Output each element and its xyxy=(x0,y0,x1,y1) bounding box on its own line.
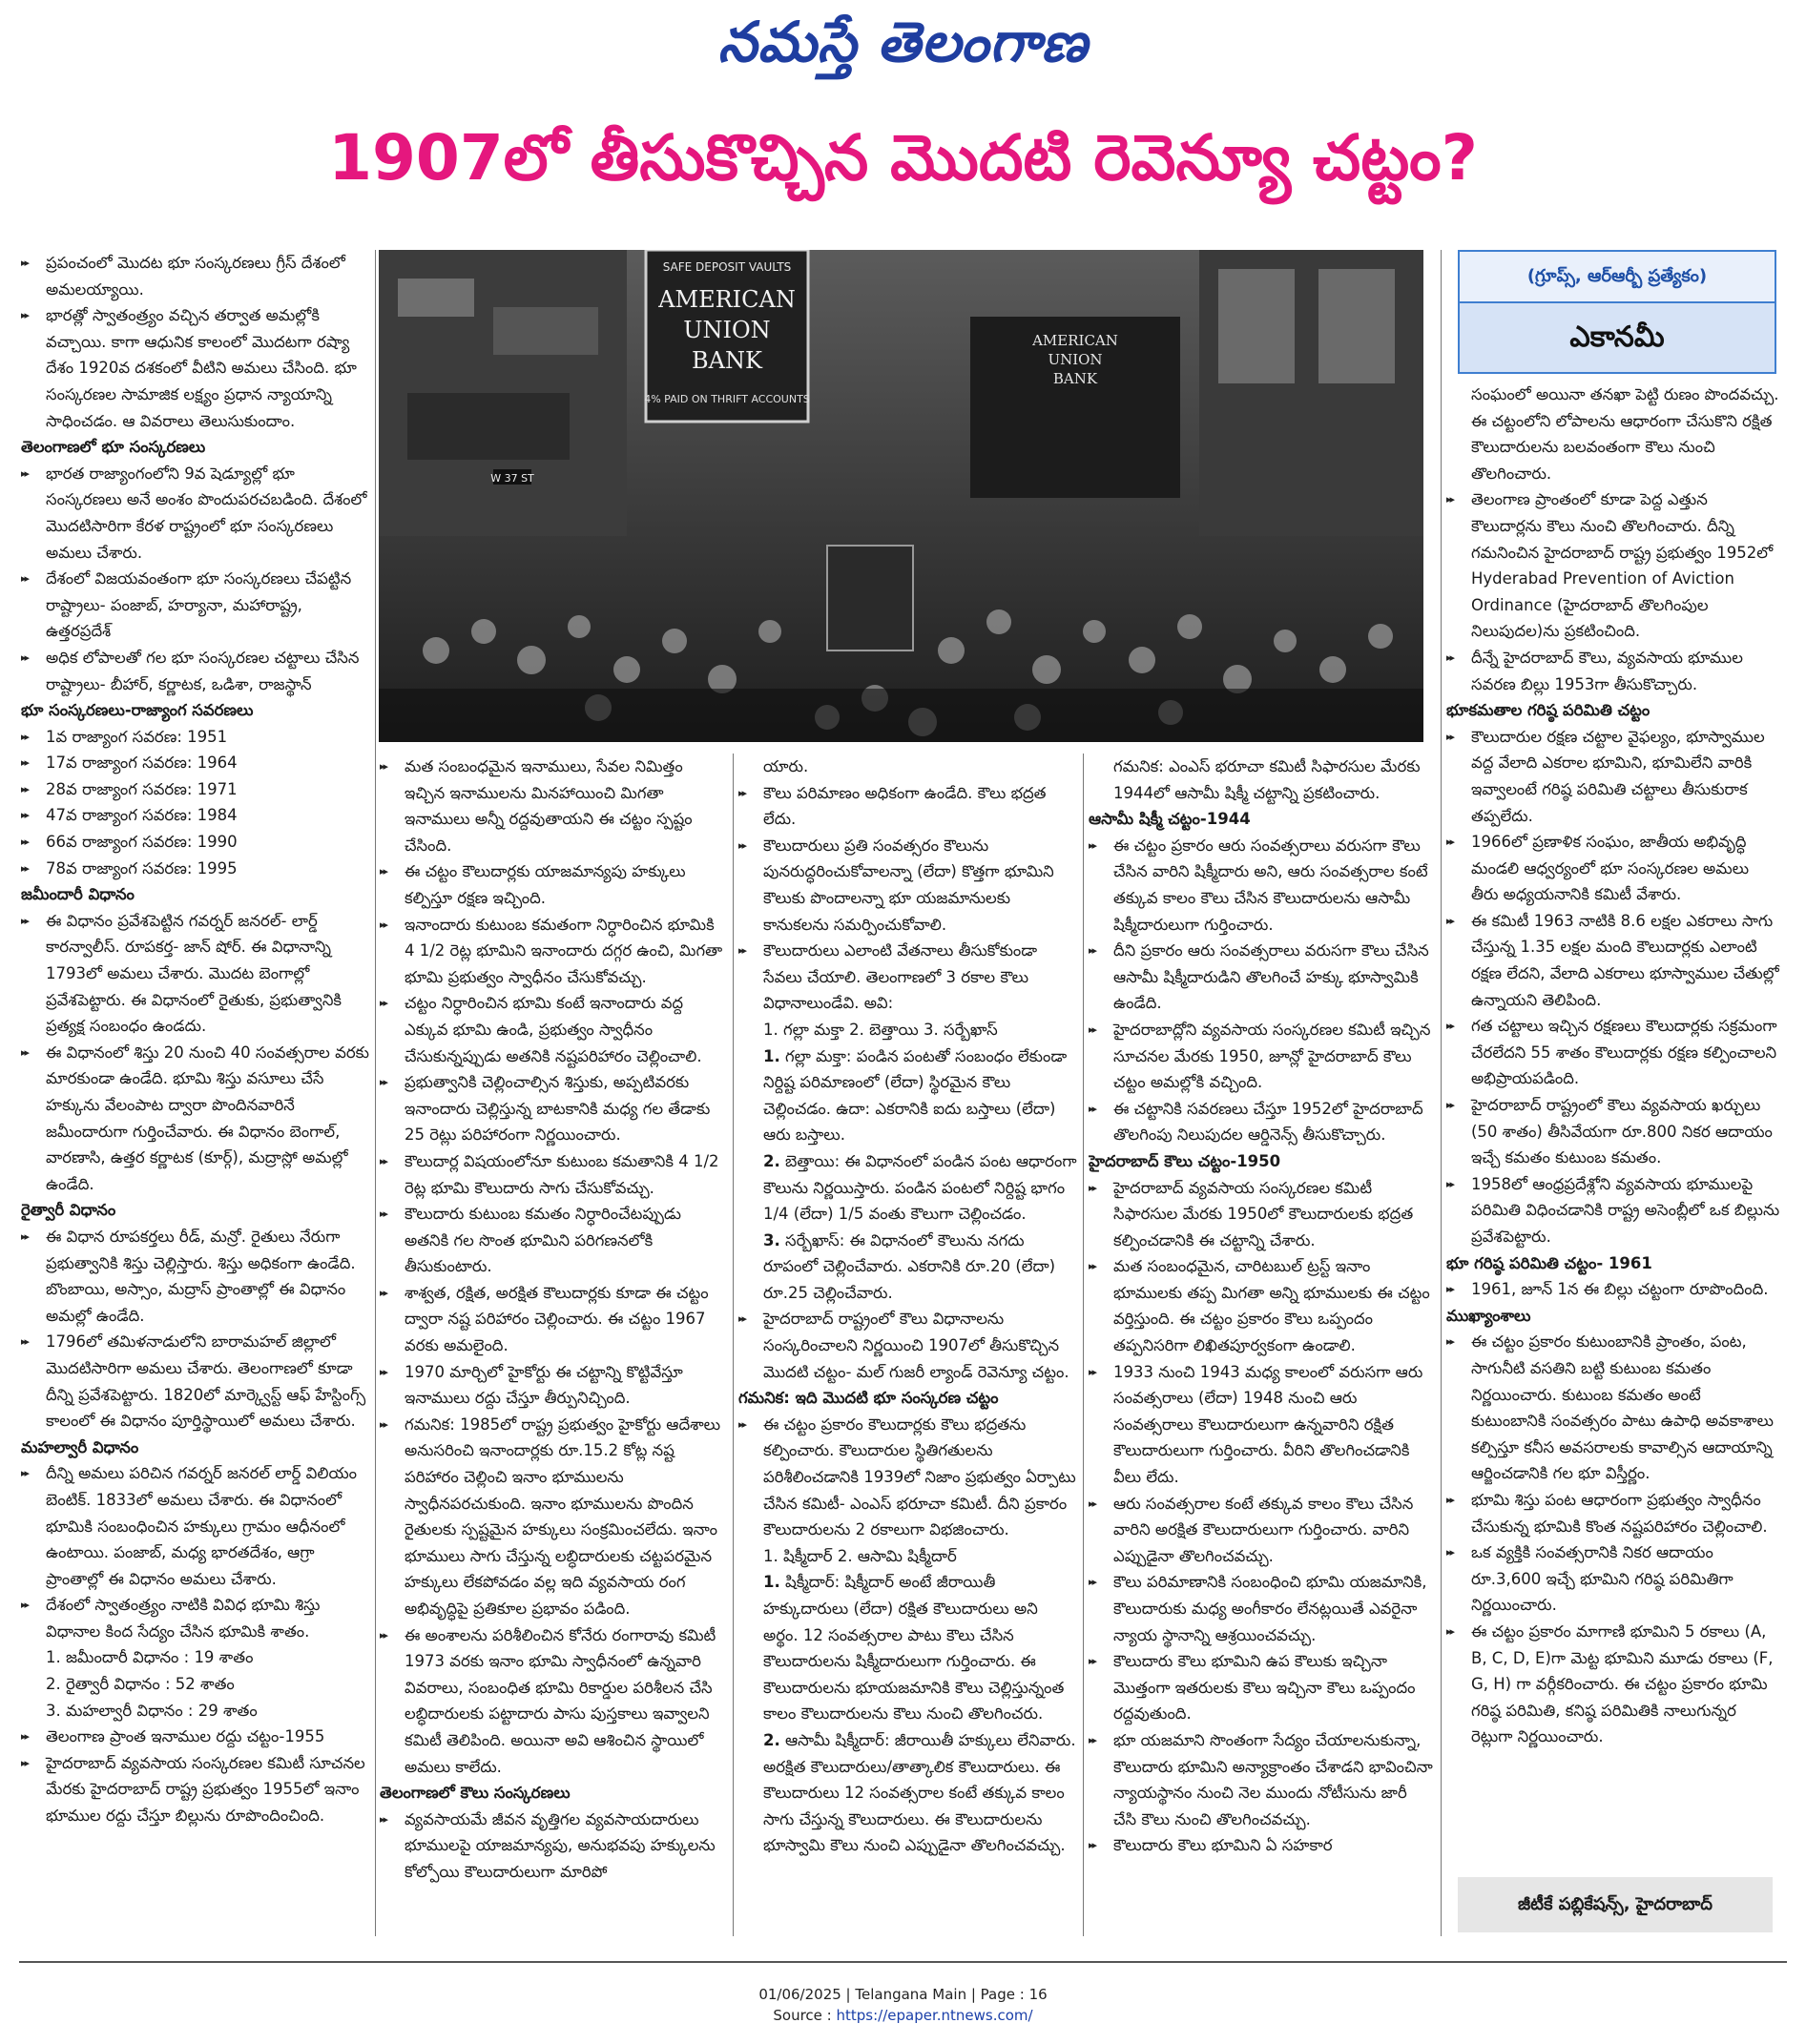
photo-sign-line-2: UNION xyxy=(683,317,771,343)
subheading: ఆసామీ షిక్మీ చట్టం-1944 xyxy=(1089,810,1251,829)
subheading: తెలంగాణలో భూ సంస్కరణలు xyxy=(21,438,206,457)
body-text: సంఘంలో అయినా తనఖా పెట్టి రుణం పొందవచ్చు. ఈ చట్టంలోని లోపాలను ఆధారంగా చేసుకొని రక్షిత కౌలుదారులను బలవంతంగా కౌలు నుంచి తొలగించారు. xyxy=(1471,385,1779,483)
footer-source-label: Source : xyxy=(773,2007,837,2024)
bullet-text: ▸▸ హైదరాబాద్ రాష్ట్రంలో కౌలు వ్యవసాయ ఖర్చులు (50 శాతం) తీసివేయగా రూ.800 నికర ఆదాయం ఇచ్చే కమతం కుటుంబ కమతం. xyxy=(1446,1092,1780,1171)
bullet-text: ▸▸ అధిక లోపాలతో గల భూ సంస్కరణల చట్టాలు చేసిన రాష్ట్రాలు- బీహార్, కర్ణాటక, ఒడిశా, రాజస్థాన్ xyxy=(21,645,369,697)
bullet-text: ▸▸ 66వ రాజ్యాంగ సవరణ: 1990 xyxy=(21,829,369,856)
footer-divider xyxy=(19,1961,1787,1963)
photo-sign-top: SAFE DEPOSIT VAULTS xyxy=(662,260,792,274)
bullet-text: ▸▸ హైదరాబాద్ రాష్ట్రంలో కౌలు విధానాలను సంస్కరించాలని నిర్ణయించి 1907లో తీసుకొచ్చిన మొదటి చట్టం- మల్ గుజరీ ల్యాండ్ రెవెన్యూ చట్టం. xyxy=(738,1306,1077,1385)
photo-facade-line-3: BANK xyxy=(1052,370,1098,387)
item-number: 2. xyxy=(763,1730,780,1749)
bullet-text: ▸▸ ప్రపంచంలో మొదట భూ సంస్కరణలు గ్రీస్ దేశంలో అమలయ్యాయి. xyxy=(21,250,369,302)
bullet-text: ▸▸ కౌలుదారులు ప్రతి సంవత్సరం కౌలును పునరుద్ధరించుకోవాలన్నా (లేదా) కొత్తగా భూమిని కౌలుకు పొందాలన్నా భూ యజమానులకు కానుకలను సమర్పించుకోవాలి. xyxy=(738,833,1077,938)
photo-facade-line-2: UNION xyxy=(1048,351,1103,368)
subheading: హైదరాబాద్ కౌలు చట్టం-1950 xyxy=(1089,1151,1281,1170)
bullet-text: ▸▸ కౌలుదారు కౌలు భూమిని ఏ సహకార xyxy=(1089,1832,1435,1859)
numbered-item xyxy=(738,1727,1077,1859)
bullet-text: ▸▸ ఈ విధానంలో శిస్తు 20 నుంచి 40 సంవత్సరాల వరకు మారకుండా ఉండేది. భూమి శిస్తు వసూలు చేసే హక్కును వేలంపాట ద్వారా పొందినవారినే జమీందారుగా గుర్తించేవారు. ఈ విధానం బెంగాల్, వారణాసి, ఉత్తర కర్ణాటక (కూర్గ్), మద్రాస్లో అమల్లో ఉండేది. xyxy=(21,1040,369,1198)
bullet-text: ▸▸ ఈ చట్టానికి సవరణలు చేస్తూ 1952లో హైదరాబాద్ తొలగింపు నిలుపుదల ఆర్డినెన్స్ తీసుకొచ్చారు. xyxy=(1089,1096,1435,1148)
subheading: భూ సంస్కరణలు-రాజ్యాంగ సవరణలు xyxy=(21,701,254,720)
item-number: 1. xyxy=(763,1046,780,1065)
bullet-text: ▸▸ ఈ విధానం ప్రవేశపెట్టిన గవర్నర్ జనరల్- లార్డ్ కారన్వాలీస్. రూపకర్త- జాన్ షోర్. ఈ విధానాన్ని 1793లో అమలు చేశారు. మొదట బెంగాల్లో ప్రవేశపెట్టారు. ఈ విధానంలో రైతుకు, ప్రభుత్వానికి ప్రత్యక్ష సంబంధం ఉండదు. xyxy=(21,908,369,1040)
numbered-item xyxy=(738,1569,1077,1727)
bullet-text: ▸▸ 17వ రాజ్యాంగ సవరణ: 1964 xyxy=(21,750,369,776)
bullet-text: ▸▸ దీని ప్రకారం ఆరు సంవత్సరాలు వరుసగా కౌలు చేసిన ఆసామీ షిక్మీదారుడిని తొలగించే హక్కు భూస్వామికి ఉండేది. xyxy=(1089,938,1435,1017)
column-4 xyxy=(1089,754,1435,1938)
bullet-text: ▸▸ దీన్నే హైదరాబాద్ కౌలు, వ్యవసాయ భూముల సవరణ బిల్లు 1953గా తీసుకొచ్చారు. xyxy=(1446,645,1780,697)
bullet-text: ▸▸ 1966లో ప్రణాళిక సంఘం, జాతీయ అభివృద్ధి మండలి ఆధ్వర్యంలో భూ సంస్కరణల అమలు తీరు అధ్యయనానికి కమిటీ వేశారు. xyxy=(1446,829,1780,908)
bullet-text: ▸▸ గత చట్టాలు ఇచ్చిన రక్షణలు కౌలుదార్లకు సక్రమంగా చేరలేదని 55 శాతం కౌలుదార్లకు రక్షణ కల్పించాలని అభిప్రాయపడింది. xyxy=(1446,1013,1780,1092)
bullet-text: ▸▸ హైదరాబాద్లోని వ్యవసాయ సంస్కరణల కమిటీ ఇచ్చిన సూచనల మేరకు 1950, జూన్లో హైదరాబాద్ కౌలు చట్టం అమల్లోకి వచ్చింది. xyxy=(1089,1017,1435,1096)
subheading: మహల్వారీ విధానం xyxy=(21,1437,139,1456)
bullet-text: ▸▸ కౌలు పరిమాణానికి సంబంధించి భూమి యజమానికి, కౌలుదారుకు మధ్య అంగీకారం లేనట్లయితే ఎవరైనా న్యాయ స్థానాన్ని ఆశ్రయించవచ్చు. xyxy=(1089,1569,1435,1648)
bullet-text: ▸▸ 1796లో తమిళనాడులోని బారామహల్ జిల్లాలో మొదటిసారిగా అమలు చేశారు. తెలంగాణలో కూడా దీన్ని ప్రవేశపెట్టారు. 1820లో మార్క్వెస్ట్ ఆఫ్ హేస్టింగ్స్ కాలంలో ఈ విధానం పూర్తిస్థాయిలో అమలు చేశారు. xyxy=(21,1329,369,1434)
bullet-text: ▸▸ దేశంలో విజయవంతంగా భూ సంస్కరణలు చేపట్టిన రాష్ట్రాలు- పంజాబ్, హర్యానా, మహారాష్ట్ర, ఉత్తరప్రదేశ్ xyxy=(21,566,369,645)
list-line: 1. జమీందారీ విధానం : 19 శాతం xyxy=(46,1648,254,1667)
article-headline: 1907లో తీసుకొచ్చిన మొదటి రెవెన్యూ చట్టం? xyxy=(328,121,1478,195)
bullet-text: ▸▸ ప్రభుత్వానికి చెల్లించాల్సిన శిస్తుకు, అప్పటివరకు ఇనాందారు చెల్లిస్తున్న బాటకానికి మధ్య గల తేడాకు 25 రెట్లు పరిహారంగా నిర్ణయించారు. xyxy=(380,1069,727,1148)
bullet-text: ▸▸ భారత్లో స్వాతంత్ర్యం వచ్చిన తర్వాత అమల్లోకి వచ్చాయి. కాగా ఆధునిక కాలంలో మొదటగా రష్యా దేశం 1920వ దశకంలో వీటిని అమలు చేసింది. భూ సంస్కరణల సామాజిక లక్ష్యం ప్రధాన న్యాయాన్ని సాధించడం. ఆ వివరాలు తెలుసుకుందాం. xyxy=(21,302,369,434)
bullet-text: ▸▸ 1933 నుంచి 1943 మధ్య కాలంలో వరుసగా ఆరు సంవత్సరాలు (లేదా) 1948 నుంచి ఆరు సంవత్సరాలు కౌలుదారులుగా ఉన్నవారిని రక్షిత కౌలుదారులుగా గుర్తించారు. వీరిని తొలగించడానికి వీలు లేదు. xyxy=(1089,1359,1435,1491)
bullet-text: ▸▸ కౌలు పరిమాణం అధికంగా ఉండేది. కౌలు భద్రత లేదు. xyxy=(738,780,1077,833)
bullet-text: ▸▸ భూ యజమాని సొంతంగా సేద్యం చేయాలనుకున్నా, కౌలుదారు భూమిని అన్యాక్రాంతం చేశాడని భావించినా న్యాయస్థానం నుంచి నెల ముందు నోటీసును జారీ చేసి కౌలు నుంచి తొలగించవచ్చు. xyxy=(1089,1727,1435,1832)
list-line: 2. రైత్వారీ విధానం : 52 శాతం xyxy=(46,1675,235,1694)
bullet-text: ▸▸ చట్టం నిర్ధారించిన భూమి కంటే ఇనాందారు వద్ద ఎక్కువ భూమి ఉండి, ప్రభుత్వం స్వాధీనం చేసుకున్నప్పుడు అతనికి నష్టపరిహారం చెల్లించాలి. xyxy=(380,990,727,1069)
item-text: సర్బేఖాస్: ఈ విధానంలో కౌలును నగదు రూపంలో చెల్లించేవారు. ఎకరానికి రూ.20 (లేదా) రూ.25 చెల్లించేవారు. xyxy=(763,1230,1056,1302)
section-tag-subtitle: (గ్రూప్స్, ఆర్ఆర్బీ ప్రత్యేకం) xyxy=(1460,252,1775,303)
bullet-text: ▸▸ వ్యవసాయమే జీవన వృత్తిగల వ్యవసాయదారులు భూములపై యాజమాన్యపు, అనుభవపు హక్కులను కోల్పోయి కౌలుదారులుగా మారిపో xyxy=(380,1807,727,1886)
bullet-text: ▸▸ మత సంబంధమైన ఇనాములు, సేవల నిమిత్తం ఇచ్చిన ఇనాములను మినహాయించి మిగతా ఇనాములు అన్నీ రద్దవుతాయని ఈ చట్టం స్పష్టం చేసింది. xyxy=(380,754,727,858)
column-divider xyxy=(1441,250,1442,1936)
list-line: 1. గల్లా మక్తా 2. బెత్తాయి 3. సర్బేఖాస్ xyxy=(763,1020,998,1039)
body-text: యారు. xyxy=(763,757,809,775)
bullet-text: ▸▸ కౌలుదారు కుటుంబ కమతం నిర్ధారించేటప్పుడు అతనికి గల సొంత భూమిని పరిగణనలోకి తీసుకుంటారు. xyxy=(380,1201,727,1280)
bullet-text: ▸▸ కౌలుదారులు ఎలాంటి వేతనాలు తీసుకోకుండా సేవలు చేయాలి. తెలంగాణలో 3 రకాల కౌలు విధానాలుండేవి. అవి: xyxy=(738,938,1077,1017)
bullet-text: ▸▸ కౌలుదారు కౌలు భూమిని ఉప కౌలుకు ఇచ్చినా మొత్తంగా ఇతరులకు కౌలు ఇచ్చినా కౌలు ఒప్పందం రద్దవుతుంది. xyxy=(1089,1648,1435,1727)
numbered-item xyxy=(738,1043,1077,1148)
subheading: జమీందారీ విధానం xyxy=(21,885,135,904)
bullet-text: ▸▸ ఈ చట్టం ప్రకారం కౌలుదార్లకు కౌలు భద్రతను కల్పించారు. కౌలుదారుల స్థితిగతులను పరిశీలించడానికి 1939లో నిజాం ప్రభుత్వం ఏర్పాటు చేసిన కమిటీ- ఎంఎస్ భరూచా కమిటీ. దీని ప్రకారం కౌలుదారులను 2 రకాలుగా విభజించారు. xyxy=(738,1412,1077,1543)
column-divider xyxy=(1083,754,1084,1936)
column-3 xyxy=(738,754,1077,1938)
note-text: గమనిక: ఇది మొదటి భూ సంస్కరణ చట్టం xyxy=(738,1389,999,1408)
bullet-text: ▸▸ భూమి శిస్తు పంట ఆధారంగా ప్రభుత్వం స్వాధీనం చేసుకున్న భూమికి కొంత నష్టపరిహారం చెల్లించాలి. xyxy=(1446,1487,1780,1539)
bullet-text: ▸▸ ఈ చట్టం ప్రకారం మాగాణి భూమిని 5 రకాలు (A, B, C, D, E)గా మెట్ట భూమిని మూడు రకాలు (F, G, H) గా వర్గీకరించారు. ఈ చట్టం ప్రకారం భూమి గరిష్ఠ పరిమితి, కనిష్ఠ పరిమితికి నాలుగున్నర రెట్లుగా నిర్ణయించారు. xyxy=(1446,1619,1780,1750)
bullet-text: ▸▸ 47వ రాజ్యాంగ సవరణ: 1984 xyxy=(21,802,369,829)
list-line: 3. మహల్వారీ విధానం : 29 శాతం xyxy=(46,1701,258,1720)
newspaper-masthead-logo: నమస్తే తెలంగాణ xyxy=(717,10,1089,74)
footer-source-line xyxy=(0,2007,1806,2024)
bullet-text: ▸▸ హైదరాబాద్ వ్యవసాయ సంస్కరణల కమిటీ సిఫారసుల మేరకు 1950లో కౌలుదారులకు భద్రత కల్పించడానికి ఈ చట్టాన్ని చేశారు. xyxy=(1089,1175,1435,1254)
bullet-text: ▸▸ తెలంగాణ ప్రాంత ఇనాముల రద్దు చట్టం-1955 xyxy=(21,1724,369,1750)
bullet-text: ▸▸ కౌలుదార్ల విషయంలోనూ కుటుంబ కమతానికి 4 1/2 రెట్ల భూమి కౌలుదారు సాగు చేసుకోవచ్చు. xyxy=(380,1148,727,1201)
bullet-text: ▸▸ హైదరాబాద్ వ్యవసాయ సంస్కరణల కమిటీ సూచనల మేరకు హైదరాబాద్ రాష్ట్ర ప్రభుత్వం 1955లో ఇనాం భూముల రద్దు చేస్తూ బిల్లును రూపొందించింది. xyxy=(21,1750,369,1829)
bullet-text: ▸▸ 1వ రాజ్యాంగ సవరణ: 1951 xyxy=(21,724,369,751)
subheading: రైత్వారీ విధానం xyxy=(21,1201,116,1220)
footer-edition-line: 01/06/2025 | Telangana Main | Page : 16 xyxy=(758,1986,1048,2003)
photo-sign-line-3: BANK xyxy=(692,347,762,374)
bullet-text: ▸▸ ఒక వ్యక్తికి సంవత్సరానికి నికర ఆదాయం రూ.3,600 ఇచ్చే భూమిని గరిష్ఠ పరిమితిగా నిర్ణయించారు. xyxy=(1446,1539,1780,1619)
photo-sign-rate: 4% PAID ON THRIFT ACCOUNTS xyxy=(644,393,810,405)
item-number: 3. xyxy=(763,1230,780,1249)
item-number: 2. xyxy=(763,1151,780,1170)
subheading: ముఖ్యాంశాలు xyxy=(1446,1306,1531,1325)
numbered-item xyxy=(738,1148,1077,1228)
photo-facade-line-1: AMERICAN xyxy=(1032,332,1118,349)
photo-street-sign: W 37 ST xyxy=(490,472,534,485)
subheading: భూకమతాల గరిష్ఠ పరిమితి చట్టం xyxy=(1446,701,1650,720)
note-text: గమనిక: ఎంఎస్ భరూచా కమిటీ సిఫారసుల మేరకు 1944లో ఆసామీ షిక్మీ చట్టాన్ని ప్రకటించారు. xyxy=(1113,757,1421,802)
bullet-text: ▸▸ 1970 మార్చిలో హైకోర్టు ఈ చట్టాన్ని కొట్టివేస్తూ ఇనాములు రద్దు చేస్తూ తీర్పునిచ్చింది. xyxy=(380,1359,727,1412)
bullet-text: ▸▸ 1961, జూన్ 1న ఈ బిల్లు చట్టంగా రూపొందింది. xyxy=(1446,1276,1780,1303)
subheading: తెలంగాణలో కౌలు సంస్కరణలు xyxy=(380,1784,571,1803)
bullet-text: ▸▸ భారత రాజ్యాంగంలోని 9వ షెడ్యూల్లో భూ సంస్కరణలు అనే అంశం పొందుపరచబడింది. దేశంలో మొదటిసారిగా కేరళ రాష్ట్రంలో భూ సంస్కరణలు అమలు చేశారు. xyxy=(21,461,369,566)
bullet-text: ▸▸ దేశంలో స్వాతంత్ర్యం నాటికి వివిధ భూమి శిస్తు విధానాల కింద సేద్యం చేసిన భూమికి శాతం. xyxy=(21,1592,369,1644)
source-link[interactable]: https://epaper.ntnews.com/ xyxy=(836,2007,1033,2024)
item-text: ఆసామీ షిక్మీదార్: జీరాయితీ హక్కులు లేనివారు. అరక్షిత కౌలుదారులు/తాత్కాలిక కౌలుదారులు. ఈ కౌలుదారులు 12 సంవత్సరాల కంటే తక్కువ కాలం సాగు చేస్తున్న కౌలుదారులు. ఈ కౌలుదారులను భూస్వామి కౌలు నుంచి ఎప్పుడైనా తొలగించవచ్చు. xyxy=(763,1730,1076,1855)
photo-sign-line-1: AMERICAN xyxy=(658,286,796,313)
subheading: భూ గరిష్ఠ పరిమితి చట్టం- 1961 xyxy=(1446,1253,1652,1272)
section-tag-box xyxy=(1458,250,1776,374)
column-1 xyxy=(21,250,369,1938)
bullet-text: ▸▸ 1958లో ఆంధ్రప్రదేశ్లోని వ్యవసాయ భూములపై పరిమితి విధించడానికి రాష్ట్ర అసెంబ్లీలో ఒక బిల్లును ప్రవేశపెట్టారు. xyxy=(1446,1171,1780,1250)
bullet-text: ▸▸ ఆరు సంవత్సరాల కంటే తక్కువ కాలం కౌలు చేసిన వారిని అరక్షిత కౌలుదారులుగా గుర్తించారు. వారిని ఎప్పుడైనా తొలగించవచ్చు. xyxy=(1089,1491,1435,1570)
bullet-text: ▸▸ ఈ చట్టం ప్రకారం ఆరు సంవత్సరాలు వరుసగా కౌలు చేసిన వారిని షిక్మీదారు అని, ఆరు సంవత్సరాల కంటే తక్కువ కాలం కౌలు చేసిన కౌలుదారులను ఆసామీ షిక్మీదారులుగా గుర్తించారు. xyxy=(1089,833,1435,938)
section-tag-title: ఎకానమీ xyxy=(1460,303,1775,372)
bullet-text: ▸▸ ఈ అంశాలను పరిశీలించిన కోనేరు రంగారావు కమిటీ 1973 వరకు ఇనాం భూమి స్వాధీనంలో ఉన్నవారి వివరాలు, సంబంధిత భూమి రికార్డుల పరిశీలన చేసి లబ్ధిదారులకు పట్టాదారు పాసు పుస్తకాలు ఇవ్వాలని కమిటీ తెలిపింది. అయినా అవి ఆశించిన స్థాయిలో అమలు కాలేదు. xyxy=(380,1622,727,1781)
bullet-text: ▸▸ ఈ విధాన రూపకర్తలు రీడ్, మన్రో. రైతులు నేరుగా ప్రభుత్వానికి శిస్తు చెల్లిస్తారు. శిస్తు అధికంగా ఉండేది. బొంబాయి, అస్సాం, మద్రాస్ ప్రాంతాల్లో ఈ విధానం అమల్లో ఉండేది. xyxy=(21,1224,369,1329)
bullet-text: ▸▸ మత సంబంధమైన, చారిటబుల్ ట్రస్ట్ ఇనాం భూములకు తప్ప మిగతా అన్ని భూములకు ఈ చట్టం వర్తిస్తుంది. ఈ చట్టం ప్రకారం కౌలు ఒప్పందం తప్పనిసరిగా లిఖితపూర్వకంగా ఉండాలి. xyxy=(1089,1253,1435,1358)
bullet-text: ▸▸ ఈ చట్టం ప్రకారం కుటుంబానికి ప్రాంతం, పంట, సాగునీటి వసతిని బట్టి కుటుంబ కమతం నిర్ణయించారు. కుటుంబ కమతం అంటే కుటుంబానికి సంవత్సరం పాటు ఉపాధి అవకాశాలు కల్పిస్తూ కనీస అవసరాలకు కావాల్సిన ఆదాయాన్ని ఆర్జించడానికి గల భూ విస్తీర్ణం. xyxy=(1446,1329,1780,1487)
bullet-text: ▸▸ దీన్ని అమలు పరిచిన గవర్నర్ జనరల్ లార్డ్ విలియం బెంటిక్. 1833లో అమలు చేశారు. ఈ విధానంలో భూమికి సంబంధించిన హక్కులు గ్రామం ఆధీనంలో ఉంటాయి. పంజాబ్, మధ్య భారతదేశం, ఆగ్రా ప్రాంతాల్లో ఈ విధానం అమలు చేశారు. xyxy=(21,1460,369,1592)
bullet-text: ▸▸ గమనిక: 1985లో రాష్ట్ర ప్రభుత్వం హైకోర్టు ఆదేశాలు అనుసరించి ఇనాందార్లకు రూ.15.2 కోట్ల నష్ట పరిహారం చెల్లించి ఇనాం భూములను స్వాధీనపరచుకుంది. ఇనాం భూములను పొందిన రైతులకు స్పష్టమైన హక్కులు సంక్రమించలేదు. ఇనాం భూములు సాగు చేస్తున్న లబ్ధిదారులకు చట్టపరమైన హక్కులు లేకపోవడం వల్ల ఇది వ్యవసాయ రంగ అభివృద్ధిపై ప్రతికూల ప్రభావం పడింది. xyxy=(380,1412,727,1622)
item-number: 1. xyxy=(763,1573,780,1592)
bullet-text: ▸▸ ఇనాందారు కుటుంబ కమతంగా నిర్ధారించిన భూమికి 4 1/2 రెట్ల భూమిని ఇనాందారు దగ్గర ఉంచి, మిగతా భూమి ప్రభుత్వం స్వాధీనం చేసుకోవచ్చు. xyxy=(380,912,727,991)
item-text: గల్లా మక్తా: పండిన పంటతో సంబంధం లేకుండా నిర్దిష్ట పరిమాణంలో (లేదా) స్థిరమైన కౌలు చెల్లించడం. ఉదా: ఎకరానికి ఐదు బస్తాలు (లేదా) ఆరు బస్తాలు. xyxy=(763,1046,1068,1145)
bullet-text: ▸▸ శాశ్వత, రక్షిత, అరక్షిత కౌలుదార్లకు కూడా ఈ చట్టం ద్వారా నష్ట పరిహారం చెల్లించారు. ఈ చట్టం 1967 వరకు అమలైంది. xyxy=(380,1280,727,1359)
list-line: 1. షిక్మీదార్ 2. ఆసామి షిక్మీదార్ xyxy=(763,1546,957,1565)
bullet-text: ▸▸ కౌలుదారుల రక్షణ చట్టాల వైఫల్యం, భూస్వాముల వద్ద వేలాది ఎకరాల భూమిని, భూమిలేని వారికి ఇవ్వాలంటే గరిష్ఠ పరిమితి చట్టాలు తీసుకురాక తప్పలేదు. xyxy=(1446,724,1780,829)
item-text: షిక్మీదార్: షిక్మీదార్ అంటే జీరాయితీ హక్కుదారులు (లేదా) రక్షిత కౌలుదారులు అని అర్థం. 12 సంవత్సరాల పాటు కౌలు చేసిన కౌలుదారులను షిక్మీదారులుగా గుర్తించారు. ఈ కౌలుదారులను భూయజమానికి కౌలు చెల్లిస్తున్నంత కాలం కౌలుదారులను కౌలు నుంచి తొలగించరు. xyxy=(763,1573,1065,1724)
bullet-text: ▸▸ ఈ కమిటీ 1963 నాటికి 8.6 లక్షల ఎకరాలు సాగు చేస్తున్న 1.35 లక్షల మంది కౌలుదార్లకు ఎలాంటి రక్షణ లేదని, వేలాది ఎకరాలు భూస్వాముల చేతుల్లో ఉన్నాయని తెలిపింది. xyxy=(1446,908,1780,1013)
publication-credit: జీటీకే పబ్లికేషన్స్, హైదరాబాద్ xyxy=(1458,1877,1773,1932)
bullet-text: ▸▸ ఈ చట్టం కౌలుదార్లకు యాజమాన్యపు హక్కులు కల్పిస్తూ రక్షణ ఇచ్చింది. xyxy=(380,858,727,911)
item-text: బెత్తాయి: ఈ విధానంలో పండిన పంట ఆధారంగా కౌలును నిర్ణయిస్తారు. పండిన పంటలో నిర్దిష్ట భాగం 1/4 (లేదా) 1/5 వంతు కౌలుగా చెల్లించడం. xyxy=(763,1151,1077,1224)
column-2 xyxy=(380,754,727,1938)
bullet-text: ▸▸ 78వ రాజ్యాంగ సవరణ: 1995 xyxy=(21,856,369,882)
column-5 xyxy=(1446,382,1780,1865)
column-divider xyxy=(733,754,734,1936)
bullet-text: ▸▸ తెలంగాణ ప్రాంతంలో కూడా పెద్ద ఎత్తున కౌలుదార్లను కౌలు నుంచి తొలగించారు. దీన్ని గమనించిన హైదరాబాద్ రాష్ట్ర ప్రభుత్వం 1952లో Hyderabad Prevention of Aviction Ordinance (హైదరాబాద్ తొలగింపుల నిలుపుదల)ను ప్రకటించింది. xyxy=(1446,486,1780,645)
bank-crowd-photo xyxy=(379,250,1423,742)
bullet-text: ▸▸ 28వ రాజ్యాంగ సవరణ: 1971 xyxy=(21,776,369,803)
numbered-item xyxy=(738,1228,1077,1307)
column-divider xyxy=(375,250,376,1936)
